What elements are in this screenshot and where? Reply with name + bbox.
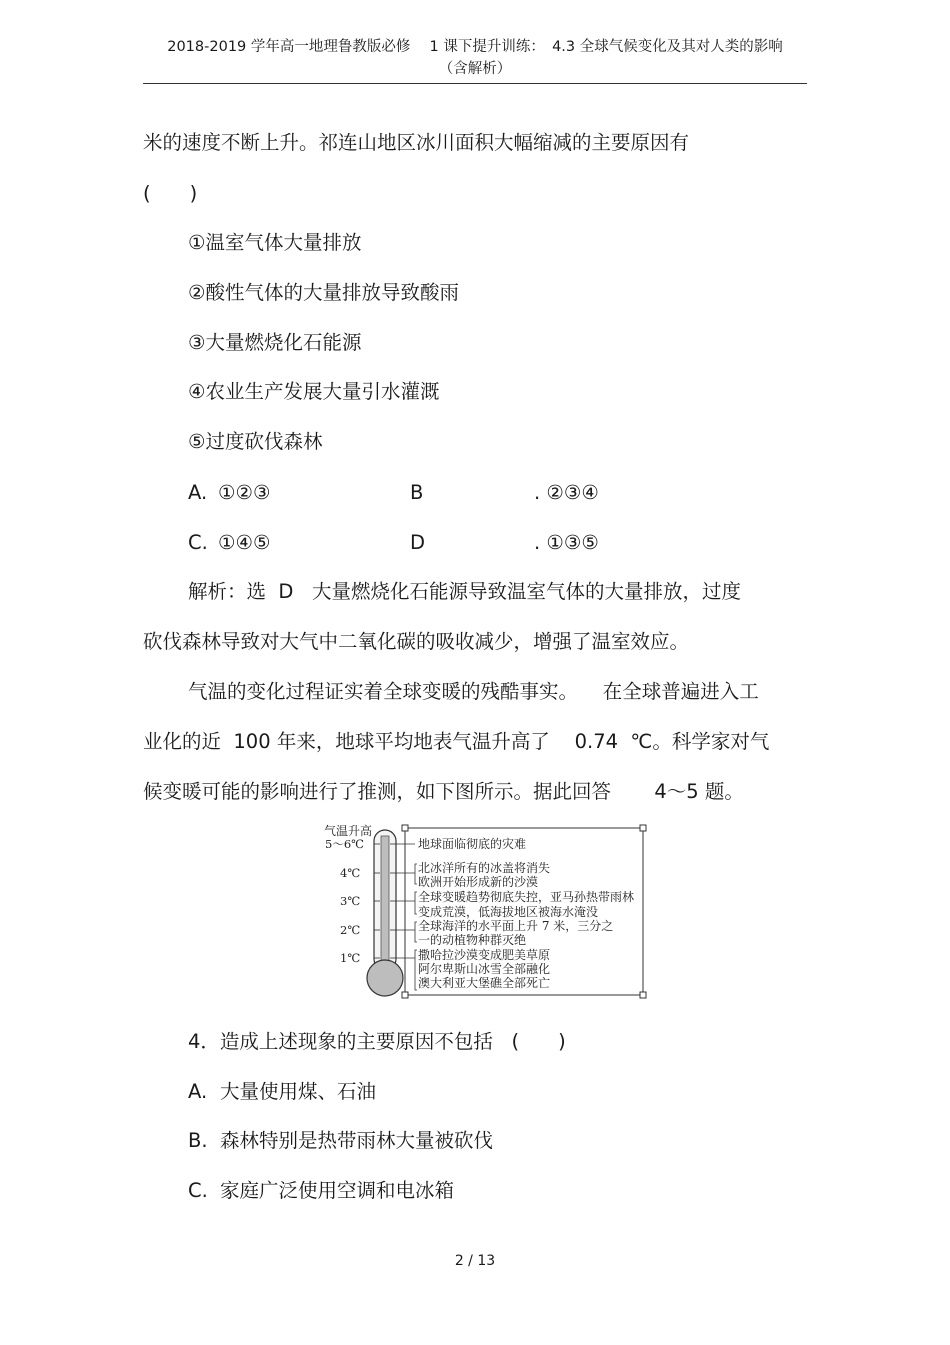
q4-option-b-label: B.: [188, 1129, 208, 1152]
analysis-line-1: 解析：选 D 大量燃烧化石能源导致温室气体的大量排放，过度: [188, 580, 742, 603]
note-5: 变成荒漠，低海拔地区被海水淹没: [418, 905, 599, 919]
note-7: 一的动植物种群灭绝: [418, 933, 527, 947]
note-3: 欧洲开始形成新的沙漠: [418, 875, 539, 889]
tick-label-4: 4℃: [340, 866, 361, 880]
passage-line-2: 业化的近 100 年来，地球平均地表气温升高了 0.74 ℃。科学家对气: [143, 730, 770, 753]
tick-label-1: 1℃: [340, 951, 361, 965]
option-a-text: ①②③: [218, 481, 271, 504]
q4-option-a-label: A.: [188, 1080, 208, 1103]
option-b-label: B: [410, 481, 424, 504]
header-divider: [143, 83, 807, 84]
note-8: 撒哈拉沙漠变成肥美草原: [418, 948, 551, 962]
note-2: 北冰洋所有的冰盖将消失: [418, 861, 551, 875]
note-10: 澳大利亚大堡礁全部死亡: [418, 976, 551, 990]
statement-1: ①温室气体大量排放: [188, 231, 362, 254]
mercury-column: [381, 836, 389, 976]
q4-option-c-text: 家庭广泛使用空调和电冰箱: [220, 1179, 455, 1202]
statement-4: ④农业生产发展大量引水灌溉: [188, 380, 440, 403]
header-subtitle: （含解析）: [438, 61, 512, 77]
tick-label-2: 2℃: [340, 923, 361, 937]
passage-line-3: 候变暖可能的影响进行了推测，如下图所示。据此回答 4～5 题。: [143, 780, 744, 803]
note-9: 阿尔卑斯山冰雪全部融化: [418, 962, 551, 976]
statement-3: ③大量燃烧化石能源: [188, 331, 362, 354]
page-number: 2 / 13: [454, 1253, 496, 1269]
q4-option-c-label: C.: [188, 1179, 208, 1202]
question-4-stem: 4．造成上述现象的主要原因不包括 ( ): [188, 1030, 566, 1053]
option-a-label: A.: [188, 481, 208, 504]
option-c-text: ①④⑤: [218, 531, 271, 554]
page-header: [143, 36, 807, 80]
thermometer-figure: [320, 822, 650, 1000]
note-1: 地球面临彻底的灾难: [418, 837, 527, 851]
note-4: 全球变暖趋势彻底失控，亚马孙热带雨林: [418, 890, 635, 904]
statement-2: ②酸性气体的大量排放导致酸雨: [188, 281, 459, 304]
tick-label-5-6: 5～6℃: [325, 837, 364, 851]
axis-title: 气温升高: [324, 824, 373, 838]
tick-label-3: 3℃: [340, 894, 361, 908]
note-6: 全球海洋的水平面上升 7 米，三分之: [418, 919, 614, 933]
q4-option-a-text: 大量使用煤、石油: [220, 1080, 377, 1103]
answer-bracket: ( ): [143, 182, 198, 205]
question-stem-continued: 米的速度不断上升。祁连山地区冰川面积大幅缩减的主要原因有: [143, 131, 690, 154]
analysis-line-2: 砍伐森林导致对大气中二氧化碳的吸收减少，增强了温室效应。: [143, 630, 690, 653]
header-title: 2018-2019 学年高一地理鲁教版必修 1 课下提升训练： 4.3 全球气候变化及其对人类的影响: [167, 39, 783, 55]
option-d-label: D: [410, 531, 426, 554]
q4-option-b-text: 森林特别是热带雨林大量被砍伐: [220, 1129, 494, 1152]
statement-5: ⑤过度砍伐森林: [188, 430, 323, 453]
option-b-text: . ②③④: [534, 481, 599, 504]
passage-line-1: 气温的变化过程证实着全球变暖的残酷事实。 在全球普遍进入工: [188, 680, 759, 703]
option-d-text: . ①③⑤: [534, 531, 599, 554]
thermometer-bulb: [367, 960, 403, 996]
option-c-label: C.: [188, 531, 208, 554]
